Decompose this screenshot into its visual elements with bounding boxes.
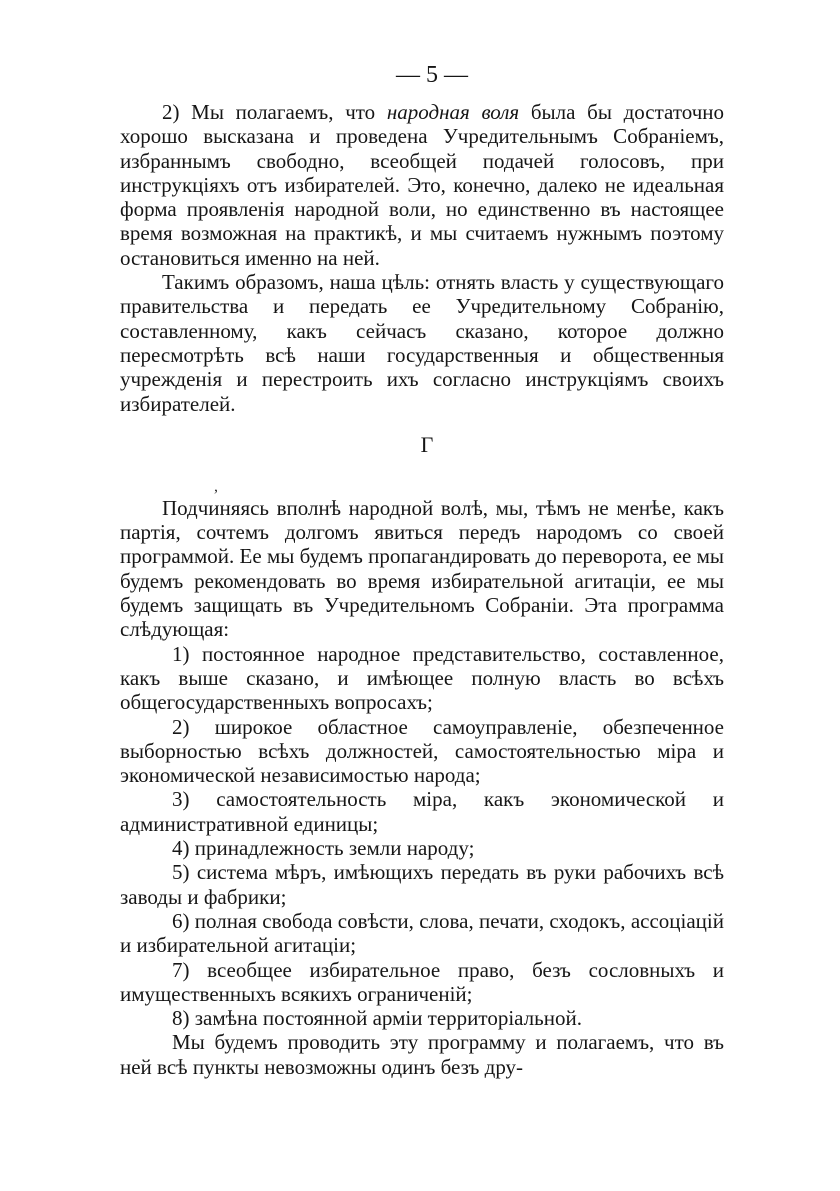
paragraph-text-end: была бы достаточно хорошо высказана и проведена Учредительнымъ Собраніемъ, избраннымъ свободно, всеобщей подачей голосовъ, при инструкціяхъ отъ избирателей. Это, конечно, далеко не идеальная форма проявленія народной воли, но единственно въ настоящее время возможная на практикѣ, и мы считаемъ нужнымъ поэтому остановиться именно на ней. — [120, 100, 724, 270]
program-item: 2) широкое областное самоуправленіе, обезпеченное выборностью всѣхъ должностей, самостоятельностью міра и экономической независимостью народа; — [120, 714, 724, 788]
program-item: 7) всеобщее избирательное право, безъ сословныхъ и имущественныхъ всякихъ ограниченій; — [120, 957, 724, 1006]
page-number: — 5 — — [396, 62, 468, 88]
paragraph-popular-will — [120, 100, 724, 270]
section-mark: Г — [420, 431, 434, 457]
program-list — [120, 642, 724, 1031]
paragraph-closing: Мы будемъ проводить эту программу и полагаемъ, что въ ней всѣ пункты невозможны одинъ безъ дру- — [120, 1030, 724, 1079]
program-item: 4) принадлежность земли народу; — [172, 836, 475, 861]
program-item: 5) система мѣръ, имѣющихъ передать въ руки рабочихъ всѣ заводы и фабрики; — [120, 860, 724, 909]
program-item: 8) замѣна постоянной арміи территоріальной. — [172, 1006, 582, 1031]
book-page — [120, 60, 724, 1079]
paragraph-text-start: Мы полагаемъ, что — [179, 100, 387, 124]
italic-phrase-popular-will: народная воля — [386, 100, 520, 124]
paragraph-number: 2) — [162, 100, 180, 124]
program-item: 3) самостоятельность міра, какъ экономической и административной единицы; — [120, 787, 724, 836]
program-item: 1) постоянное народное представительство, составленное, какъ выше сказано, и имѣющее полную власть во всѣхъ общегосударственныхъ вопросахъ; — [120, 641, 724, 715]
paragraph-program-intro: Подчиняясь вполнѣ народной волѣ, мы, тѣмъ не менѣе, какъ партія, сочтемъ долгомъ явиться передъ народомъ со своей программой. Ее мы будемъ пропагандировать до переворота, ее мы будемъ рекомендовать во время избирательной агитаціи, ее мы будемъ защищать въ Учредительномъ Собраніи. Эта программа слѣдующая: — [120, 495, 724, 642]
program-item: 6) полная свобода совѣсти, слова, печати, сходокъ, ассоціацій и избирательной агитаціи; — [120, 908, 724, 958]
paragraph-goal: Такимъ образомъ, наша цѣль: отнять власть у существующаго правительства и передать ее Учредительному Собранію, составленному, какъ сейчасъ сказано, которое должно пересмотрѣть всѣ наши государственныя и общественныя учрежденія и перестроить ихъ согласно инструкціямъ своихъ избирателей. — [120, 270, 724, 416]
print-speck: , — [214, 478, 218, 495]
